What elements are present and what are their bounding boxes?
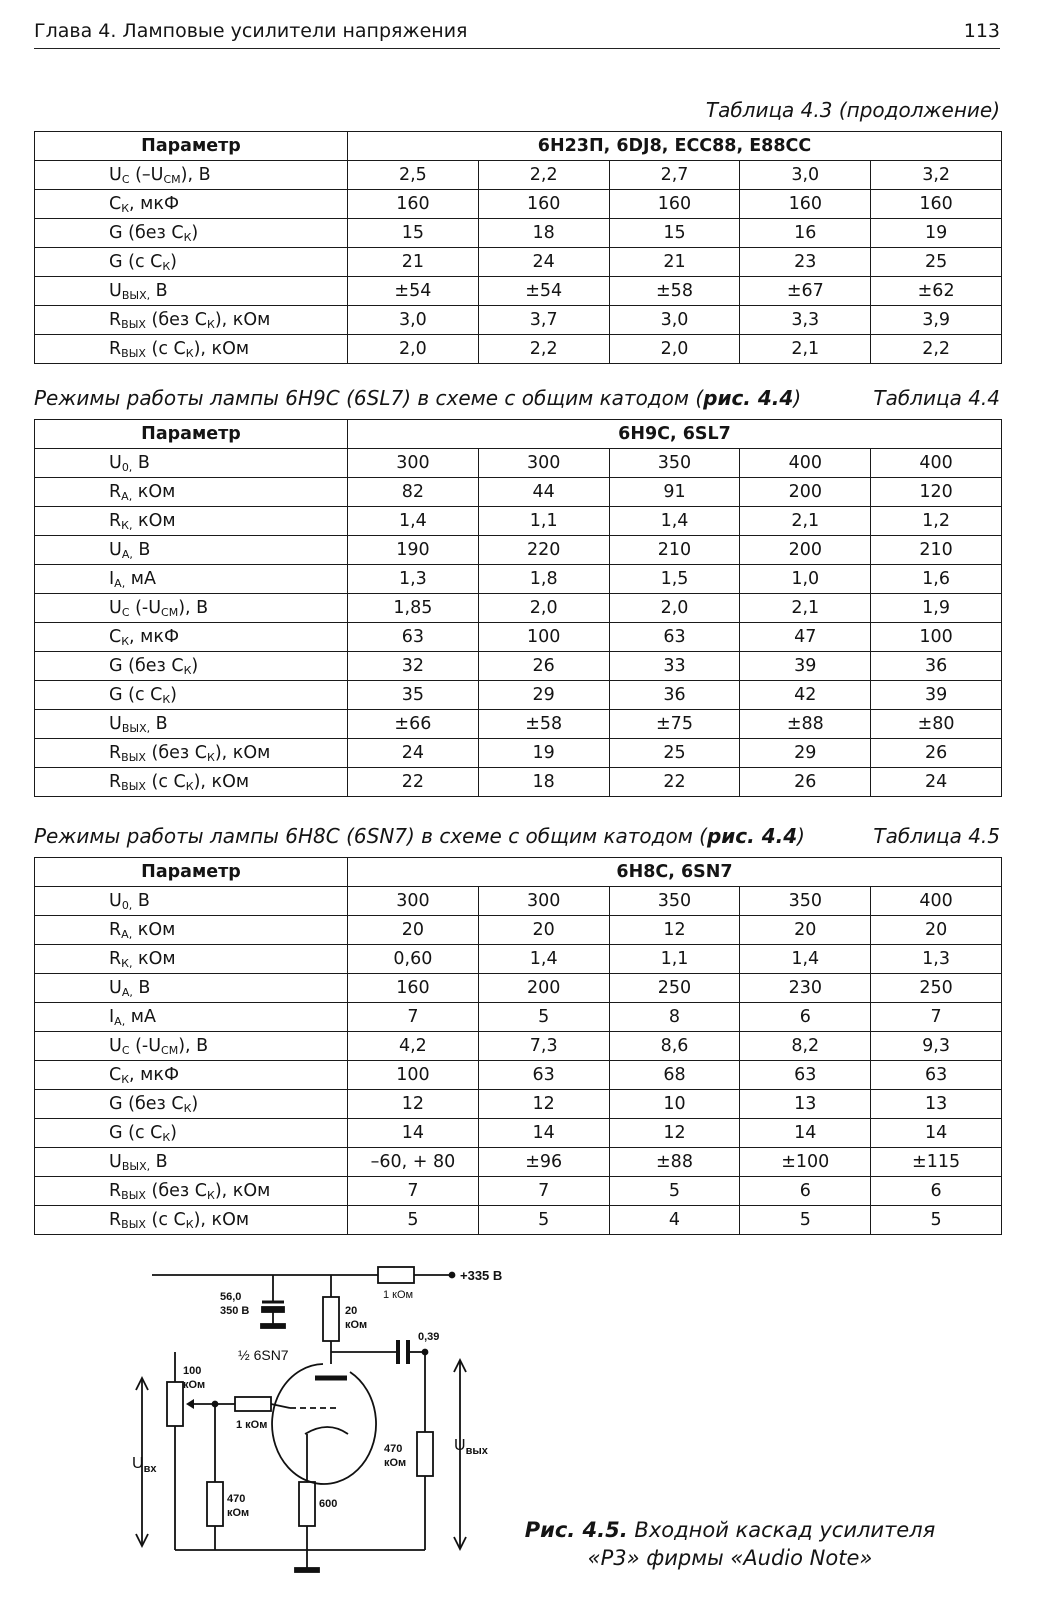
table-title: Режимы работы лампы 6Н8С (6SN7) в схеме с общим катодом (рис. 4.4) xyxy=(34,824,805,848)
anode-resistor-unit: кОм xyxy=(345,1319,368,1331)
value-cell: 26 xyxy=(478,652,609,681)
table-row xyxy=(35,449,1002,478)
potentiometer-unit: кОм xyxy=(183,1379,206,1391)
value-cell: 2,1 xyxy=(740,507,871,536)
param-cell: G (с $С_К$) xyxy=(35,1119,348,1148)
value-cell: 1,2 xyxy=(871,507,1002,536)
value-cell: 68 xyxy=(609,1061,740,1090)
value-cell: 23 xyxy=(740,248,871,277)
value-cell: 1,3 xyxy=(871,945,1002,974)
value-cell: 100 xyxy=(348,1061,479,1090)
value-cell: 14 xyxy=(478,1119,609,1148)
param-cell: $U_{0,}$ В xyxy=(35,887,348,916)
param-cell: $R_{ВЫХ}$ (с $С_К$), кОм xyxy=(35,335,348,364)
value-cell: 2,0 xyxy=(609,594,740,623)
tube-envelope xyxy=(272,1364,376,1484)
output-voltage-label: $U_{вых}$ xyxy=(454,1437,488,1457)
tube-label: ½ 6SN7 xyxy=(238,1347,289,1363)
value-cell: 5 xyxy=(478,1206,609,1235)
tube-group-header: 6Н9С, 6SL7 xyxy=(348,420,1002,449)
table-row xyxy=(35,623,1002,652)
table-4-5-caption xyxy=(34,824,1000,850)
table-header-row xyxy=(35,420,1002,449)
value-cell: 39 xyxy=(871,681,1002,710)
param-cell: $С_К$, мкФ xyxy=(35,1061,348,1090)
value-cell: ±62 xyxy=(871,277,1002,306)
value-cell: 19 xyxy=(478,739,609,768)
value-cell: 24 xyxy=(478,248,609,277)
chapter-title: Глава 4. Ламповые усилители напряжения xyxy=(34,20,468,42)
param-cell: G (без $С_К$) xyxy=(35,652,348,681)
value-cell: 20 xyxy=(348,916,479,945)
page-number: 113 xyxy=(963,20,1000,42)
table-4-4 xyxy=(34,419,1002,797)
schematic-diagram xyxy=(120,1262,540,1592)
value-cell: –60, + 80 xyxy=(348,1148,479,1177)
value-cell: 1,1 xyxy=(609,945,740,974)
table-4-3 xyxy=(34,131,1002,364)
cathode-resistor xyxy=(299,1482,315,1526)
value-cell: 14 xyxy=(348,1119,479,1148)
value-cell: 7,3 xyxy=(478,1032,609,1061)
figure-reference: рис. 4.4 xyxy=(703,386,794,410)
value-cell: 210 xyxy=(871,536,1002,565)
value-cell: 39 xyxy=(740,652,871,681)
value-cell: 12 xyxy=(348,1090,479,1119)
table-4-3-caption xyxy=(34,98,1000,124)
param-cell: $U_{ВЫХ,}$ В xyxy=(35,710,348,739)
value-cell: 220 xyxy=(478,536,609,565)
table-row xyxy=(35,710,1002,739)
supply-terminal xyxy=(450,1273,455,1278)
value-cell: 18 xyxy=(478,219,609,248)
value-cell: 29 xyxy=(478,681,609,710)
table-row xyxy=(35,1061,1002,1090)
param-cell: $U_{ВЫХ,}$ В xyxy=(35,277,348,306)
table-row xyxy=(35,1148,1002,1177)
value-cell: 3,2 xyxy=(871,161,1002,190)
input-resistor-value: 470 xyxy=(227,1493,246,1505)
table-row xyxy=(35,768,1002,797)
table-row xyxy=(35,277,1002,306)
value-cell: 5 xyxy=(478,1003,609,1032)
filter-capacitor-label: 56,0 xyxy=(220,1291,242,1303)
value-cell: 8 xyxy=(609,1003,740,1032)
value-cell: 22 xyxy=(348,768,479,797)
table-row xyxy=(35,1003,1002,1032)
param-cell: G (без $С_К$) xyxy=(35,1090,348,1119)
value-cell: 36 xyxy=(871,652,1002,681)
value-cell: 200 xyxy=(740,536,871,565)
value-cell: ±96 xyxy=(478,1148,609,1177)
table-row xyxy=(35,1090,1002,1119)
value-cell: 7 xyxy=(478,1177,609,1206)
value-cell: 1,1 xyxy=(478,507,609,536)
value-cell: ±54 xyxy=(348,277,479,306)
value-cell: ±75 xyxy=(609,710,740,739)
value-cell: 350 xyxy=(609,449,740,478)
value-cell: ±58 xyxy=(478,710,609,739)
ground-symbol xyxy=(295,1568,319,1572)
value-cell: 12 xyxy=(478,1090,609,1119)
value-cell: 4,2 xyxy=(348,1032,479,1061)
value-cell: 25 xyxy=(609,739,740,768)
param-cell: $R_{А,}$ кОм xyxy=(35,478,348,507)
figure-reference: рис. 4.4 xyxy=(706,824,798,848)
value-cell: 21 xyxy=(609,248,740,277)
value-cell: 63 xyxy=(348,623,479,652)
value-cell: 29 xyxy=(740,739,871,768)
potentiometer-value: 100 xyxy=(183,1365,202,1377)
table-title: Режимы работы лампы 6Н9С (6SL7) в схеме с общим катодом (рис. 4.4) xyxy=(34,386,802,410)
table-row xyxy=(35,1206,1002,1235)
value-cell: ±100 xyxy=(740,1148,871,1177)
value-cell: 26 xyxy=(871,739,1002,768)
value-cell: 9,3 xyxy=(871,1032,1002,1061)
value-cell: 14 xyxy=(740,1119,871,1148)
value-cell: 3,7 xyxy=(478,306,609,335)
table-row xyxy=(35,507,1002,536)
param-cell: $R_{К,}$ кОм xyxy=(35,945,348,974)
value-cell: 6 xyxy=(740,1177,871,1206)
value-cell: 3,0 xyxy=(609,306,740,335)
value-cell: 250 xyxy=(609,974,740,1003)
param-column-header: Параметр xyxy=(35,858,348,887)
param-cell: G (с $С_К$) xyxy=(35,248,348,277)
param-cell: $U_С$ $(-U_{СМ})$, В xyxy=(35,161,348,190)
value-cell: 20 xyxy=(478,916,609,945)
value-cell: 210 xyxy=(609,536,740,565)
param-cell: $U_{А,}$ В xyxy=(35,974,348,1003)
value-cell: 5 xyxy=(871,1206,1002,1235)
value-cell: 6 xyxy=(740,1003,871,1032)
value-cell: 2,1 xyxy=(740,594,871,623)
value-cell: 13 xyxy=(740,1090,871,1119)
value-cell: 190 xyxy=(348,536,479,565)
value-cell: 3,3 xyxy=(740,306,871,335)
output-resistor xyxy=(417,1432,433,1476)
value-cell: 8,6 xyxy=(609,1032,740,1061)
table-row xyxy=(35,887,1002,916)
value-cell: 100 xyxy=(478,623,609,652)
supply-resistor xyxy=(378,1267,414,1283)
table-row xyxy=(35,1177,1002,1206)
param-cell: $R_{А,}$ кОм xyxy=(35,916,348,945)
value-cell: 4 xyxy=(609,1206,740,1235)
value-cell: 0,60 xyxy=(348,945,479,974)
table-row xyxy=(35,161,1002,190)
value-cell: 18 xyxy=(478,768,609,797)
param-cell: G (с $С_К$) xyxy=(35,681,348,710)
value-cell: 2,1 xyxy=(740,335,871,364)
value-cell: 91 xyxy=(609,478,740,507)
value-cell: 1,4 xyxy=(609,507,740,536)
value-cell: 1,0 xyxy=(740,565,871,594)
table-row xyxy=(35,1032,1002,1061)
value-cell: 63 xyxy=(478,1061,609,1090)
param-cell: $R_{К,}$ кОм xyxy=(35,507,348,536)
value-cell: 1,6 xyxy=(871,565,1002,594)
value-cell: 5 xyxy=(609,1177,740,1206)
value-cell: 400 xyxy=(871,887,1002,916)
param-cell: $R_{ВЫХ}$ (с $С_К$), кОм xyxy=(35,1206,348,1235)
cathode-resistor-label: 600 xyxy=(319,1498,338,1510)
value-cell: ±66 xyxy=(348,710,479,739)
value-cell: 400 xyxy=(871,449,1002,478)
value-cell: ±88 xyxy=(740,710,871,739)
value-cell: 42 xyxy=(740,681,871,710)
value-cell: 300 xyxy=(478,887,609,916)
value-cell: 1,8 xyxy=(478,565,609,594)
value-cell: 2,0 xyxy=(478,594,609,623)
table-row xyxy=(35,306,1002,335)
value-cell: 5 xyxy=(348,1206,479,1235)
value-cell: 63 xyxy=(740,1061,871,1090)
value-cell: 7 xyxy=(348,1177,479,1206)
value-cell: 63 xyxy=(609,623,740,652)
value-cell: 1,4 xyxy=(740,945,871,974)
figure-caption-line2: «Р3» фирмы «Audio Note» xyxy=(587,1546,873,1570)
param-cell: $R_{ВЫХ}$ (без $С_К$), кОм xyxy=(35,739,348,768)
value-cell: 3,0 xyxy=(348,306,479,335)
value-cell: 12 xyxy=(609,916,740,945)
value-cell: 3,0 xyxy=(740,161,871,190)
value-cell: 2,5 xyxy=(348,161,479,190)
value-cell: 1,85 xyxy=(348,594,479,623)
table-row xyxy=(35,190,1002,219)
param-cell: $R_{ВЫХ}$ (без $С_К$), кОм xyxy=(35,1177,348,1206)
value-cell: 8,2 xyxy=(740,1032,871,1061)
param-cell: $R_{ВЫХ}$ (с $С_К$), кОм xyxy=(35,768,348,797)
table-row xyxy=(35,536,1002,565)
value-cell: 350 xyxy=(740,887,871,916)
value-cell: 160 xyxy=(609,190,740,219)
table-row xyxy=(35,335,1002,364)
value-cell: 13 xyxy=(871,1090,1002,1119)
value-cell: 6 xyxy=(871,1177,1002,1206)
value-cell: 160 xyxy=(871,190,1002,219)
ground-symbol xyxy=(261,1324,285,1328)
value-cell: 15 xyxy=(609,219,740,248)
value-cell: 2,2 xyxy=(478,161,609,190)
table-number: Таблица 4.5 xyxy=(873,824,1000,848)
table-4-5 xyxy=(34,857,1002,1235)
table-row xyxy=(35,916,1002,945)
param-cell: $U_С$ $(-U_{СМ})$, В xyxy=(35,594,348,623)
table-row xyxy=(35,945,1002,974)
param-cell: $R_{ВЫХ}$ (без $С_К$), кОм xyxy=(35,306,348,335)
value-cell: 19 xyxy=(871,219,1002,248)
param-cell: $I_{А,}$ мА xyxy=(35,565,348,594)
figure-number: Рис. 4.5. xyxy=(524,1518,628,1542)
value-cell: 44 xyxy=(478,478,609,507)
grid-resistor-label: 1 кОм xyxy=(236,1419,268,1431)
value-cell: 2,7 xyxy=(609,161,740,190)
param-cell: $U_{А,}$ В xyxy=(35,536,348,565)
param-column-header: Параметр xyxy=(35,132,348,161)
table-header-row xyxy=(35,858,1002,887)
grid-resistor xyxy=(235,1397,271,1411)
value-cell: 300 xyxy=(348,887,479,916)
value-cell: 1,9 xyxy=(871,594,1002,623)
value-cell: 63 xyxy=(871,1061,1002,1090)
value-cell: 24 xyxy=(871,768,1002,797)
value-cell: 1,4 xyxy=(348,507,479,536)
value-cell: 160 xyxy=(348,190,479,219)
supply-resistor-label: 1 кОм xyxy=(383,1289,414,1301)
filter-capacitor-voltage: 350 В xyxy=(220,1305,250,1317)
value-cell: 82 xyxy=(348,478,479,507)
value-cell: 7 xyxy=(348,1003,479,1032)
value-cell: 160 xyxy=(478,190,609,219)
param-cell: $U_С$ $(-U_{СМ})$, В xyxy=(35,1032,348,1061)
value-cell: 36 xyxy=(609,681,740,710)
value-cell: 1,5 xyxy=(609,565,740,594)
param-column-header: Параметр xyxy=(35,420,348,449)
value-cell: 3,9 xyxy=(871,306,1002,335)
output-resistor-unit: кОм xyxy=(384,1457,407,1469)
value-cell: 5 xyxy=(740,1206,871,1235)
value-cell: 160 xyxy=(348,974,479,1003)
value-cell: 300 xyxy=(348,449,479,478)
value-cell: ±54 xyxy=(478,277,609,306)
value-cell: 120 xyxy=(871,478,1002,507)
anode-resistor xyxy=(323,1297,339,1341)
figure-caption xyxy=(520,1516,940,1572)
input-potentiometer xyxy=(167,1382,183,1426)
value-cell: 1,4 xyxy=(478,945,609,974)
table-row xyxy=(35,1119,1002,1148)
table-header-row xyxy=(35,132,1002,161)
value-cell: 25 xyxy=(871,248,1002,277)
table-row xyxy=(35,565,1002,594)
table-row xyxy=(35,681,1002,710)
value-cell: 20 xyxy=(871,916,1002,945)
value-cell: 35 xyxy=(348,681,479,710)
value-cell: 33 xyxy=(609,652,740,681)
output-resistor-value: 470 xyxy=(384,1443,403,1455)
page-header xyxy=(34,20,1000,48)
value-cell: 230 xyxy=(740,974,871,1003)
table-4-4-caption xyxy=(34,386,1000,412)
value-cell: 16 xyxy=(740,219,871,248)
param-cell: $С_К$, мкФ xyxy=(35,623,348,652)
value-cell: 24 xyxy=(348,739,479,768)
table-row xyxy=(35,739,1002,768)
figure-caption-line1: Входной каскад усилителя xyxy=(627,1518,936,1542)
coupling-capacitor-label: 0,39 xyxy=(418,1331,440,1343)
value-cell: 26 xyxy=(740,768,871,797)
table-row xyxy=(35,652,1002,681)
value-cell: 10 xyxy=(609,1090,740,1119)
value-cell: 2,0 xyxy=(348,335,479,364)
header-rule xyxy=(34,48,1000,49)
param-cell: $I_{А,}$ мА xyxy=(35,1003,348,1032)
table-number: Таблица 4.3 (продолжение) xyxy=(705,98,1000,122)
supply-voltage-label: +335 В xyxy=(460,1268,503,1283)
value-cell: ±80 xyxy=(871,710,1002,739)
table-row xyxy=(35,478,1002,507)
value-cell: 22 xyxy=(609,768,740,797)
value-cell: 14 xyxy=(871,1119,1002,1148)
value-cell: 350 xyxy=(609,887,740,916)
value-cell: 2,2 xyxy=(478,335,609,364)
value-cell: 7 xyxy=(871,1003,1002,1032)
table-row xyxy=(35,219,1002,248)
table-row xyxy=(35,974,1002,1003)
input-voltage-label: $U_{вх}$ xyxy=(132,1455,157,1475)
value-cell: ±88 xyxy=(609,1148,740,1177)
value-cell: ±67 xyxy=(740,277,871,306)
value-cell: 300 xyxy=(478,449,609,478)
tube-group-header: 6Н23П, 6DJ8, ECC88, E88CC xyxy=(348,132,1002,161)
value-cell: 160 xyxy=(740,190,871,219)
value-cell: 47 xyxy=(740,623,871,652)
tube-group-header: 6Н8С, 6SN7 xyxy=(348,858,1002,887)
value-cell: 32 xyxy=(348,652,479,681)
param-cell: G (без $С_К$) xyxy=(35,219,348,248)
value-cell: 200 xyxy=(740,478,871,507)
anode-resistor-value: 20 xyxy=(345,1305,358,1317)
table-row xyxy=(35,248,1002,277)
value-cell: ±58 xyxy=(609,277,740,306)
value-cell: 20 xyxy=(740,916,871,945)
table-row xyxy=(35,594,1002,623)
input-resistor xyxy=(207,1482,223,1526)
value-cell: 400 xyxy=(740,449,871,478)
param-cell: $С_К$, мкФ xyxy=(35,190,348,219)
value-cell: 21 xyxy=(348,248,479,277)
tube-cathode xyxy=(305,1427,348,1434)
input-resistor-unit: кОм xyxy=(227,1507,250,1519)
value-cell: 2,0 xyxy=(609,335,740,364)
value-cell: 100 xyxy=(871,623,1002,652)
param-cell: $U_{0,}$ В xyxy=(35,449,348,478)
value-cell: ±115 xyxy=(871,1148,1002,1177)
value-cell: 1,3 xyxy=(348,565,479,594)
table-number: Таблица 4.4 xyxy=(873,386,1000,410)
value-cell: 2,2 xyxy=(871,335,1002,364)
value-cell: 200 xyxy=(478,974,609,1003)
value-cell: 250 xyxy=(871,974,1002,1003)
param-cell: $U_{ВЫХ,}$ В xyxy=(35,1148,348,1177)
value-cell: 15 xyxy=(348,219,479,248)
value-cell: 12 xyxy=(609,1119,740,1148)
